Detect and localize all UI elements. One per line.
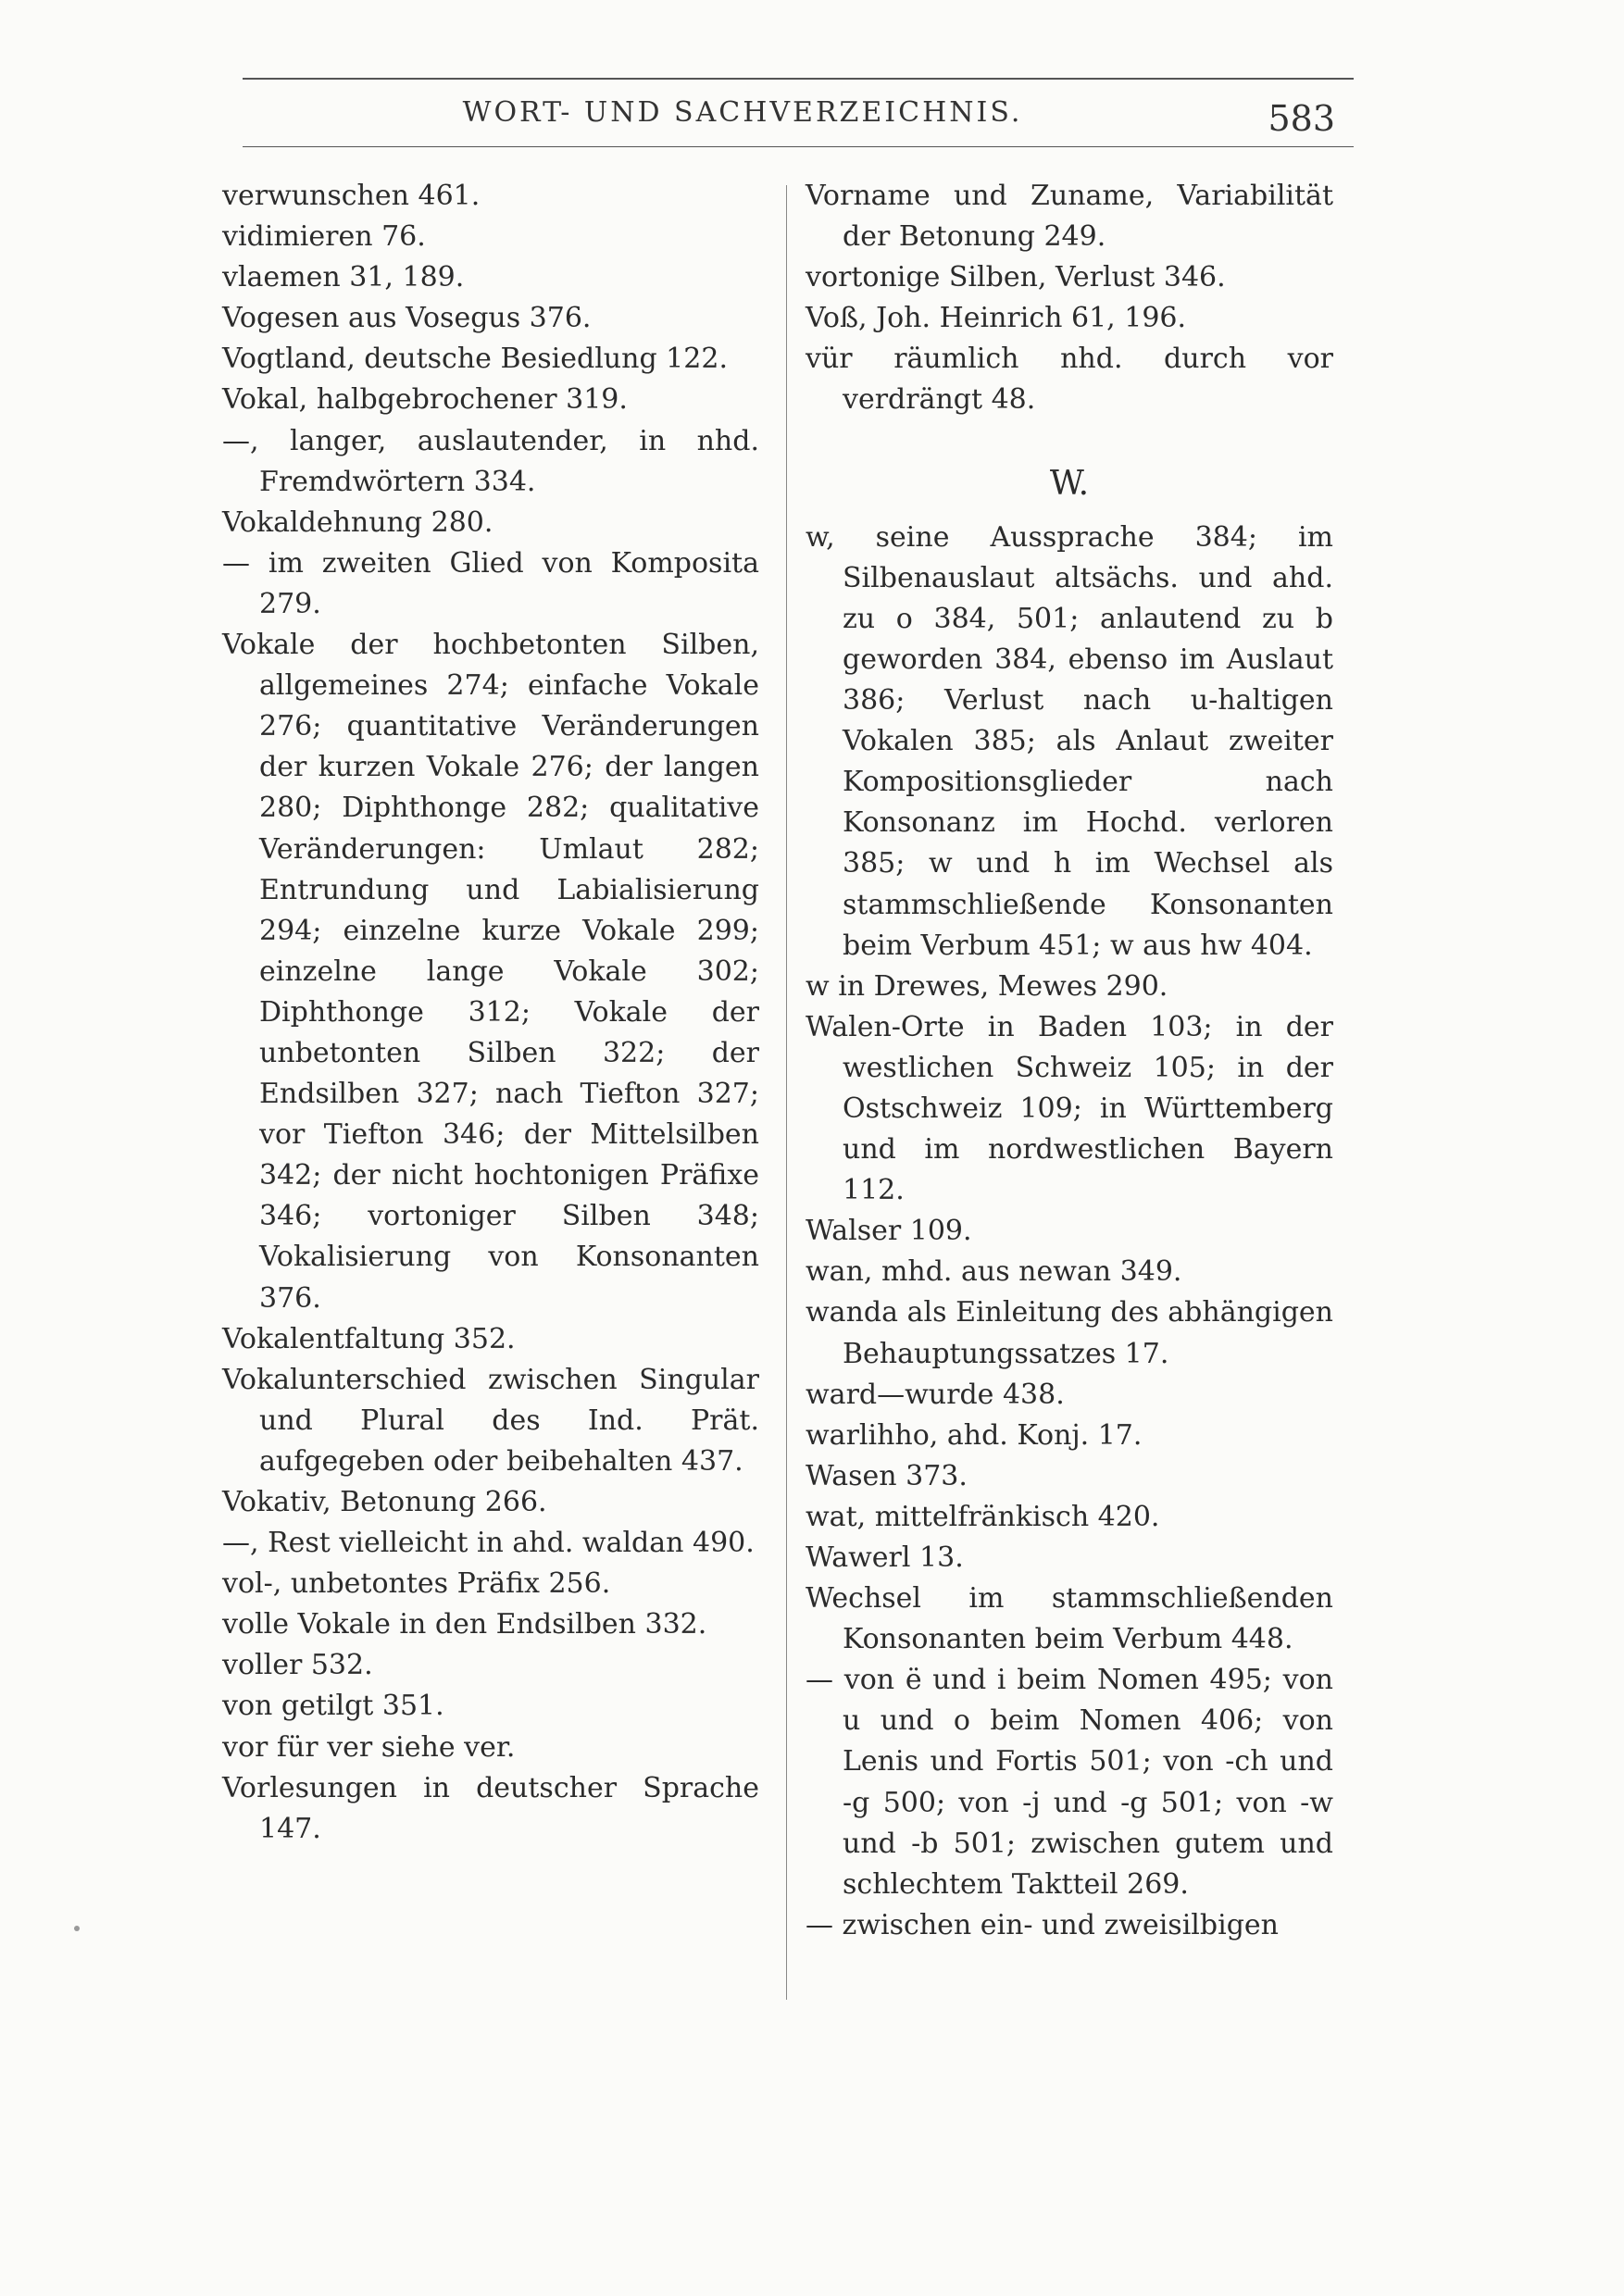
index-entry: Wasen 373. [806,1459,968,1492]
index-entry: Vokale der hochbetonten Silben, allgemeines 274; einfache Vokale 276; quantitative Veränderungen der kurzen Vokale 276; der langen 280; Diphthonge 282; qualitative Veränderungen: Umlaut 282; Entrundung und Labialisierung 294; einzelne kurze Vokale 299; einzelne lange Vokale 302; Diphthonge 312; Vokale der unbetonten Silben 322; der Endsilben 327; nach Tiefton 327; vor Tiefton 346; der Mittelsilben 342; der nicht hochtonigen Präfixe 346; vortoniger Silben 348; Vokalisierung von Konsonanten 376. [222,629,759,1315]
page-number: 583 [1268,98,1335,139]
index-entry: — im zweiten Glied von Komposita 279. [222,546,759,620]
index-entry: Voß, Joh. Heinrich 61, 196. [806,302,1187,335]
index-entry: Vokalunterschied zwischen Singular und Plural des Ind. Prät. aufgegeben oder beibehalten 437. [222,1363,759,1478]
index-entry: Vorlesungen in deutscher Sprache 147. [222,1771,759,1845]
header-bottom-rule [243,146,1354,147]
index-entry: Vokalentfaltung 352. [222,1322,516,1355]
index-entry: wanda als Einleitung des abhängigen Behauptungssatzes 17. [806,1296,1333,1370]
section-letter-heading: W. [1049,464,1090,503]
column-divider [786,185,787,2000]
index-entry: Vorname und Zuname, Variabilität der Betonung 249. [806,180,1333,254]
index-entry: von getilgt 351. [222,1690,444,1723]
index-entry: w, seine Aussprache 384; im Silbenauslaut altsächs. und ahd. zu o 384, 501; anlautend zu b geworden 384, ebenso im Auslaut 386; Verlust nach u-haltigen Vokalen 385; als Anlaut zweiter Kompositionsglieder nach Konsonanz im Hochd. verloren 385; w und h im Wechsel als stammschließende Konsonanten beim Verbum 451; w aus hw 404. [806,520,1333,962]
index-entry: Wechsel im stammschließenden Konsonanten beim Verbum 448. [806,1582,1333,1656]
index-entry: Walen-Orte in Baden 103; in der westlichen Schweiz 105; in der Ostschweiz 109; in Württemberg und im nordwestlichen Bayern 112. [806,1010,1333,1207]
index-entry: vol-, unbetontes Präfix 256. [222,1567,611,1601]
index-entry: Wawerl 13. [806,1541,964,1574]
index-entry: w in Drewes, Mewes 290. [806,969,1168,1003]
scan-speck [74,1926,80,1931]
index-entry: voller 532. [222,1649,373,1682]
index-entry: Vokal, halbgebrochener 319. [222,383,628,417]
index-entry: Vogtland, deutsche Besiedlung 122. [222,343,728,376]
index-entry: —, Rest vielleicht in ahd. waldan 490. [222,1527,755,1560]
index-entry: — zwischen ein- und zweisilbigen [806,1908,1279,1941]
index-entry: volle Vokale in den Endsilben 332. [222,1608,707,1641]
index-entry: vortonige Silben, Verlust 346. [806,261,1226,294]
index-entry: verwunschen 461. [222,180,481,212]
index-entry: warlihho, ahd. Konj. 17. [806,1418,1143,1452]
page-header-title: WORT- UND SACHVERZEICHNIS. [462,96,1023,129]
index-entry: Vokaldehnung 280. [222,505,493,539]
index-entry: — von ë und i beim Nomen 495; von u und o beim Nomen 406; von Lenis und Fortis 501; von -ch und -g 500; von -j und -g 501; von -w und -b 501; zwischen gutem und schlechtem Taktteil 269. [806,1664,1333,1901]
index-entry: vor für ver siehe ver. [222,1730,516,1764]
header-top-rule [243,78,1354,80]
index-entry: ward—wurde 438. [806,1378,1065,1411]
index-entry: vlaemen 31, 189. [222,261,465,294]
index-entry: Walser 109. [806,1215,972,1248]
index-column-left [222,176,759,1850]
index-entry: Vogesen aus Vosegus 376. [222,302,592,335]
index-entry: wan, mhd. aus newan 349. [806,1255,1182,1289]
index-entry: vür räumlich nhd. durch vor verdrängt 48. [806,343,1333,417]
index-entry: —, langer, auslautender, in nhd. Fremdwörtern 334. [222,424,759,498]
index-column-right [806,176,1333,1946]
index-entry: Vokativ, Betonung 266. [222,1486,547,1518]
index-entry: wat, mittelfränkisch 420. [806,1500,1160,1533]
index-entry: vidimieren 76. [222,220,426,254]
